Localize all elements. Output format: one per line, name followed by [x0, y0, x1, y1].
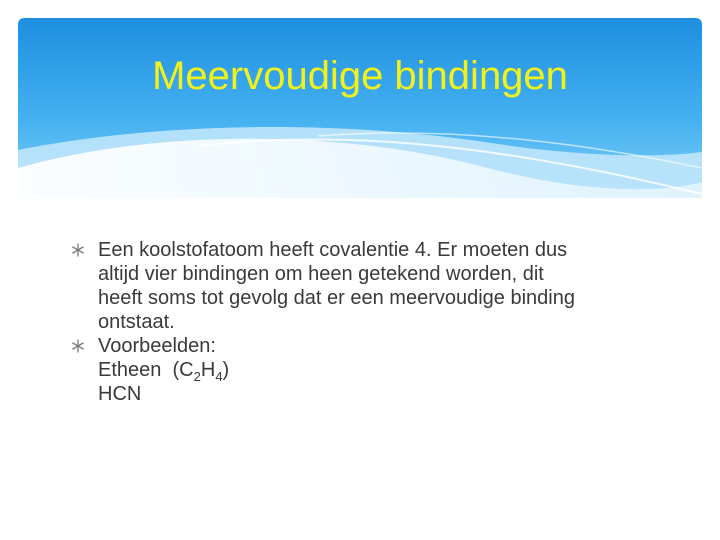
example-etheen	[98, 358, 690, 382]
bullet-text-line: ontstaat.	[98, 311, 175, 333]
header-wave-background	[18, 18, 702, 198]
formula-mid: H	[200, 359, 216, 381]
formula-subscript: 2	[193, 369, 201, 384]
bullet-text-line: Een koolstofatoom heeft covalentie 4. Er moeten dus	[98, 239, 568, 261]
bullet-text-line: altijd vier bindingen om heen getekend worden, dit	[98, 263, 544, 285]
example-hcn: HCN	[98, 383, 142, 405]
slide-title: Meervoudige bindingen	[152, 54, 568, 98]
examples-heading: Voorbeelden:	[98, 335, 216, 357]
formula-subscript: 4	[215, 369, 223, 384]
asterisk-bullet-icon	[70, 242, 86, 258]
bullet-item-covalentie	[70, 238, 690, 334]
bullet-item-voorbeelden	[70, 334, 690, 406]
asterisk-bullet-icon	[70, 338, 86, 354]
formula-close: )	[222, 359, 230, 381]
header-band	[18, 18, 702, 198]
example-name: Etheen	[98, 359, 162, 381]
formula-open: (C	[172, 359, 194, 381]
bullet-text-line: heeft soms tot gevolg dat er een meervoudige binding	[98, 287, 575, 309]
bullet-list	[70, 238, 690, 406]
